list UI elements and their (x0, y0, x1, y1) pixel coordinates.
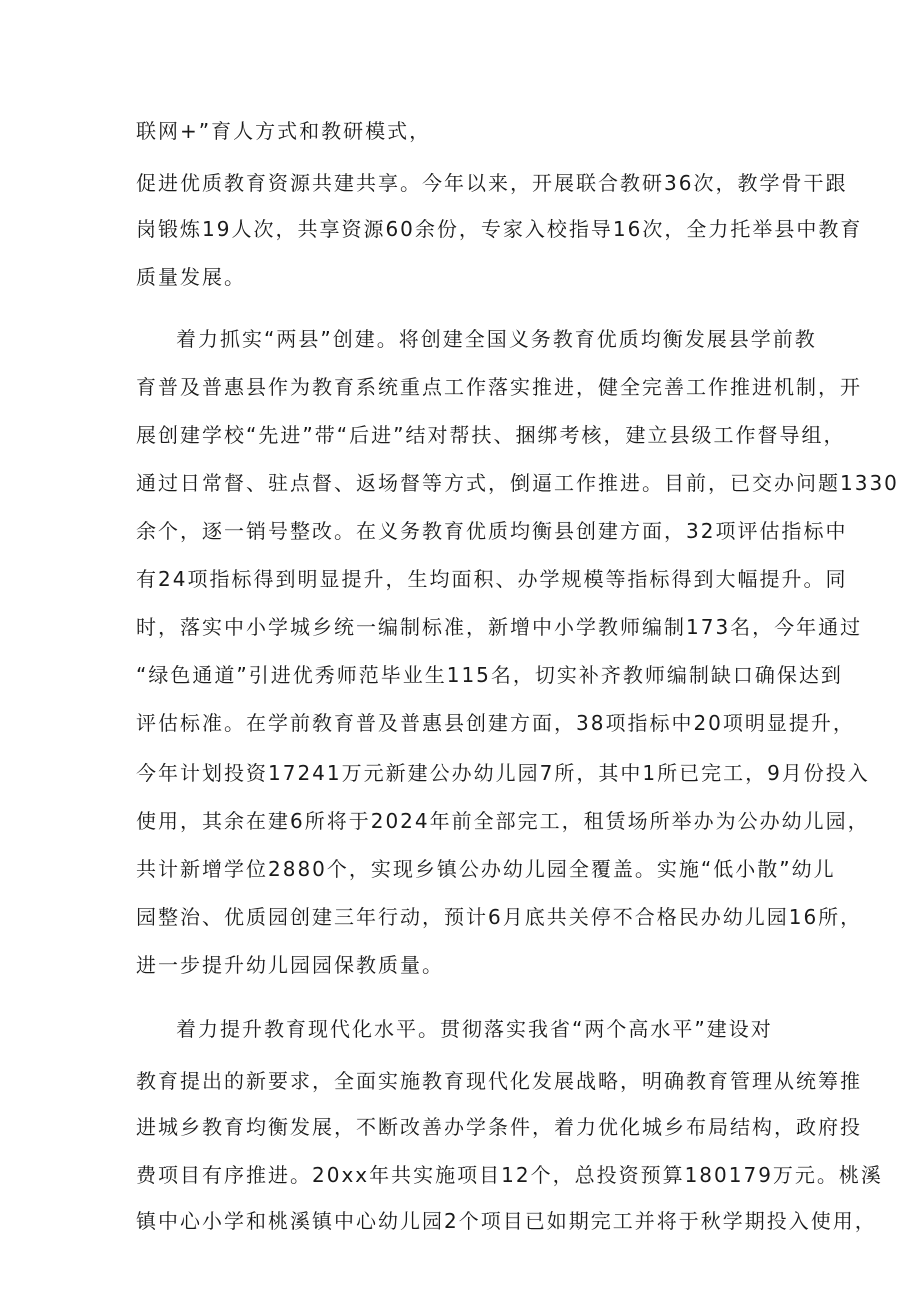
text-line: 促进优质教育资源共建共享。今年以来，开展联合教研36次，教学骨干跟 (136, 171, 848, 195)
text-line: 共计新增学位2880个，实现乡镇公办幼儿园全覆盖。实施“低小散”幼儿 (136, 857, 836, 881)
text-line: 联网+”育人方式和教研模式， (136, 119, 432, 143)
text-line: “绿色通道”引进优秀师范毕业生115名，切实补齐教师编制缺口确保达到 (136, 663, 843, 687)
text-line: 通过日常督、驻点督、返场督等方式，倒逼工作推进。目前，已交办问题1330 (136, 471, 899, 495)
text-line: 时，落实中小学城乡统一编制标准，新增中小学教师编制173名，今年通过 (136, 615, 863, 639)
text-line: 进城乡教育均衡发展，不断改善办学条件，着力优化城乡布局结构，政府投 (136, 1115, 862, 1139)
text-line: 进一步提升幼儿园园保教质量。 (136, 953, 444, 977)
text-line: 今年计划投资17241万元新建公办幼儿园7所，其中1所已完工，9月份投入 (136, 761, 870, 785)
text-line: 教育提出的新要求，全面实施教育现代化发展战略，明确教育管理从统筹推 (136, 1069, 862, 1093)
text-line: 育普及普惠县作为教育系统重点工作落实推进，健全完善工作推进机制，开 (136, 375, 862, 399)
text-line: 费项目有序推进。20xx年共实施项目12个，总投资预算180179万元。桃溪 (136, 1163, 883, 1187)
text-line: 镇中心小学和桃溪镇中心幼儿园2个项目已如期完工并将于秋学期投入使用， (136, 1209, 877, 1233)
text-line: 展创建学校“先进”带“后进”结对帮扶、捆绑考核，建立县级工作督导组， (136, 423, 846, 447)
text-line: 使用，其余在建6所将于2024年前全部完工，租赁场所举办为公办幼儿园， (136, 809, 870, 833)
text-line: 有24项指标得到明显提升，生均面积、办学规模等指标得到大幅提升。同 (136, 567, 848, 591)
paragraph-first-line: 着力提升教育现代化水平。贯彻落实我省“两个高水平”建设对 (176, 1017, 773, 1041)
text-line: 园整治、优质园创建三年行动，预计6月底共关停不合格民办幼儿园16所， (136, 905, 863, 929)
paragraph-first-line: 着力抓实“两县”创建。将创建全国义务教育优质均衡发展县学前教 (176, 327, 817, 351)
text-line: 评估标准。在学前敎育普及普惠县创建方面，38项指标中20项明显提升， (136, 711, 855, 735)
text-line: 质量发展。 (136, 265, 246, 289)
text-line: 余个，逐一销号整改。在义务教育优质均衡县创建方面，32项评估指标中 (136, 519, 848, 543)
text-line: 岗锻炼19人次，共享资源60余份，专家入校指导16次，全力托举县中教育 (136, 217, 863, 241)
